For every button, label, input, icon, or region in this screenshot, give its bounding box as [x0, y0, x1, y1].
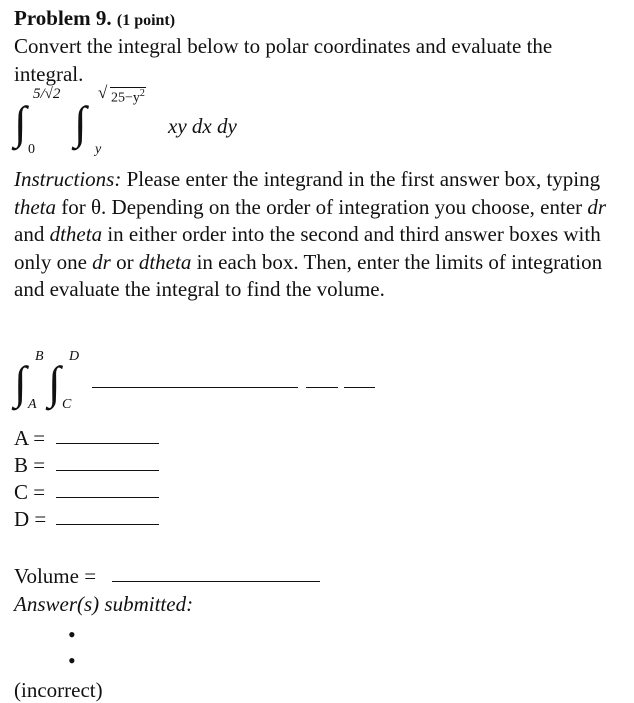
instructions-text-6: in each box. Then, enter the limits of integration and evaluate the integral to find the volume.	[14, 249, 603, 301]
inner-upper-exponent: 2	[139, 88, 145, 99]
instructions-paragraph	[14, 166, 622, 304]
answer-outer-lower-limit: A	[28, 397, 37, 412]
outer-lower-limit: 0	[28, 142, 35, 157]
instructions-text-4: in either order into the second and third answer boxes with only one	[14, 222, 601, 274]
instructions-text-5: or	[110, 249, 139, 274]
problem-title: Problem 9.	[14, 6, 112, 30]
sqrt-icon: √	[98, 83, 108, 102]
submission-status: (incorrect)	[14, 678, 103, 702]
limit-d-input[interactable]	[56, 505, 159, 525]
inner-upper-radicand: 25−y	[111, 90, 140, 106]
answer-inner-upper-limit: D	[69, 349, 80, 364]
instructions-text-1: Please enter the integrand in the first answer box, typing	[121, 167, 601, 191]
integrand-input[interactable]	[92, 368, 298, 388]
inner-integral-sign: ∫	[74, 97, 87, 148]
limit-c-label: C =	[14, 480, 46, 504]
answer-outer-integral-sign: ∫	[14, 357, 27, 408]
given-integrand: xy dx dy	[168, 114, 237, 138]
limit-d-label: D =	[14, 507, 47, 531]
limit-c-input[interactable]	[56, 478, 159, 498]
instructions-theta-word: theta	[14, 194, 56, 219]
limit-a-input[interactable]	[56, 424, 159, 444]
answer-inner-lower-limit: C	[62, 397, 72, 412]
limit-row-a	[14, 426, 45, 451]
outer-integral-sign: ∫	[14, 97, 27, 148]
outer-upper-limit: 5/√2	[33, 86, 61, 102]
limit-b-input[interactable]	[56, 451, 159, 471]
instructions-text-2: for θ. Depending on the order of integration you choose, enter	[56, 194, 588, 219]
instructions-text-3: and	[14, 222, 50, 246]
instructions-dr-word: dr	[587, 194, 607, 219]
limit-row-b	[14, 453, 45, 478]
volume-row	[14, 564, 96, 589]
instructions-dr-word-2: dr	[92, 249, 111, 274]
submitted-bullet-1: •	[68, 622, 76, 647]
answer-outer-upper-limit: B	[35, 349, 44, 364]
limit-row-d	[14, 507, 46, 532]
instructions-dtheta-word: dtheta	[49, 222, 103, 246]
second-differential-input[interactable]	[344, 368, 375, 388]
instructions-label: Instructions:	[14, 167, 122, 191]
limit-a-label: A =	[14, 426, 46, 450]
problem-prompt: Convert the integral below to polar coordinates and evaluate the integral.	[14, 34, 553, 86]
instructions-dtheta-word-2: dtheta	[138, 249, 192, 274]
volume-label: Volume =	[14, 564, 97, 588]
inner-lower-limit: y	[95, 142, 102, 157]
inner-upper-limit	[110, 87, 146, 107]
problem-heading	[14, 6, 175, 31]
volume-input[interactable]	[112, 562, 320, 582]
answer-inner-integral-sign: ∫	[48, 357, 61, 408]
submitted-bullet-2: •	[68, 648, 76, 673]
first-differential-input[interactable]	[306, 368, 338, 388]
answers-submitted-label: Answer(s) submitted:	[14, 592, 194, 616]
limit-b-label: B =	[14, 453, 46, 477]
limit-row-c	[14, 480, 45, 505]
problem-points: (1 point)	[116, 12, 176, 29]
